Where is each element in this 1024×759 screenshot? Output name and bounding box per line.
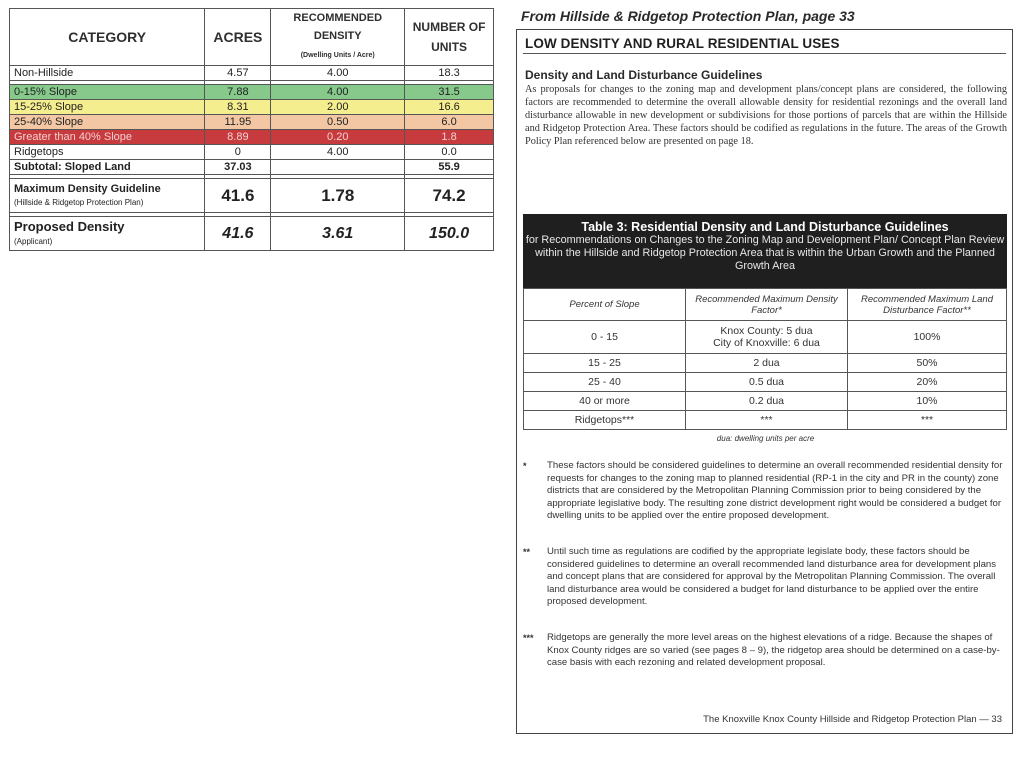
table-row (524, 321, 1007, 354)
title-divider (523, 53, 1006, 54)
row-density-county: Knox County: 5 dua (720, 325, 813, 337)
subtotal-row (10, 160, 494, 175)
page-footer: The Knoxville Knox County Hillside and Ridgetop Protection Plan — 33 (703, 714, 1002, 725)
row-density: 2.00 (271, 100, 405, 115)
max-density-label-cell (10, 179, 205, 213)
row-units: 1.8 (405, 130, 494, 145)
header-density-label: RECOMMENDED DENSITY (293, 12, 383, 42)
row-density: 0.50 (271, 115, 405, 130)
footnote-3 (523, 632, 1003, 670)
plan-page-excerpt (516, 29, 1013, 734)
row-density: 4.00 (271, 66, 405, 81)
row-units: 6.0 (405, 115, 494, 130)
table3-col-disturbance: Recommended Maximum Land Disturbance Factor** (848, 289, 1007, 321)
row-disturbance: 20% (848, 373, 1007, 392)
header-acres: ACRES (205, 9, 271, 66)
max-density-acres: 41.6 (205, 179, 271, 213)
row-acres: 4.57 (205, 66, 271, 81)
table-row (524, 373, 1007, 392)
row-density: 0.2 dua (686, 392, 848, 411)
subtotal-acres: 37.03 (205, 160, 271, 175)
table-row (524, 354, 1007, 373)
footnote-mark: *** (523, 633, 534, 643)
subtotal-units: 55.9 (405, 160, 494, 175)
max-density-row (10, 179, 494, 213)
row-acres: 0 (205, 145, 271, 160)
row-units: 18.3 (405, 66, 494, 81)
row-density: *** (686, 411, 848, 430)
table3-note: dua: dwelling units per acre (716, 434, 815, 443)
row-density: 0.5 dua (686, 373, 848, 392)
table-row (524, 411, 1007, 430)
proposed-label: Proposed Density (14, 218, 125, 234)
footnote-mark: ** (523, 547, 531, 557)
table3-header-band (523, 214, 1007, 288)
row-disturbance: *** (848, 411, 1007, 430)
table-row (524, 392, 1007, 411)
row-density: 4.00 (271, 145, 405, 160)
row-acres: 11.95 (205, 115, 271, 130)
header-category: CATEGORY (10, 9, 205, 66)
subtotal-label: Subtotal: Sloped Land (10, 160, 205, 175)
row-density-city: City of Knoxville: 6 dua (713, 337, 820, 349)
row-acres: 8.31 (205, 100, 271, 115)
row-disturbance: 50% (848, 354, 1007, 373)
proposed-units: 150.0 (405, 217, 494, 251)
table3-guidelines (523, 288, 1007, 430)
header-density-sub: (Dwelling Units / Acre) (300, 52, 375, 59)
row-units: 0.0 (405, 145, 494, 160)
proposed-label-cell (10, 217, 205, 251)
footnote-text: Ridgetops are generally the more level areas on the highest elevations of a ridge. Because the shapes of Knox County ridges are so varied (see pages 8 – 9), the ridgetop area should be determined on a case-by-case basis with each rezoning and related development proposal. (547, 632, 1000, 669)
table-header-row (10, 9, 494, 66)
subtotal-density (271, 160, 405, 175)
footnote-1 (523, 460, 1003, 523)
source-caption: From Hillside & Ridgetop Protection Plan, page 33 (521, 8, 855, 24)
row-disturbance: 10% (848, 392, 1007, 411)
row-disturbance: 100% (848, 321, 1007, 354)
table-row (10, 85, 494, 100)
footnote-mark: * (523, 461, 527, 471)
row-units: 16.6 (405, 100, 494, 115)
footnote-text: Until such time as regulations are codified by the appropriate legislate body, these factors should be considered guidelines to determine an overall recommended land disturbance area for development plans and concept plans that are considered for approval by the Metropolitan Planning Commission. The overall land disturbance area would be considered a budget for land disturbance to be applied over the entire proposed development. (547, 546, 997, 608)
proposed-density: 3.61 (271, 217, 405, 251)
row-label: 25-40% Slope (10, 115, 205, 130)
section-subheading: Density and Land Disturbance Guidelines (525, 68, 763, 82)
max-density-density: 1.78 (271, 179, 405, 213)
row-label: Greater than 40% Slope (10, 130, 205, 145)
row-label: Ridgetops (10, 145, 205, 160)
row-density: 0.20 (271, 130, 405, 145)
table3-col-slope: Percent of Slope (524, 289, 686, 321)
row-units: 31.5 (405, 85, 494, 100)
row-label: 15-25% Slope (10, 100, 205, 115)
table-row (10, 115, 494, 130)
row-acres: 7.88 (205, 85, 271, 100)
row-label: 0-15% Slope (10, 85, 205, 100)
proposed-acres: 41.6 (205, 217, 271, 251)
intro-paragraph: As proposals for changes to the zoning map and development plans/concept plans are considered, the following factors are recommended to determine the overall allowable density for residential rezonings and the overall land disturbance allowable in new development or subdivisions for those portions of parcels that are within the Hillside and Ridgetop Protection Area. These factors should be codified as regulations in the future. The areas of the Growth Policy Plan referenced below are presented on page 18. (525, 84, 1007, 148)
max-density-sub: (Hillside & Ridgetop Protection Plan) (14, 197, 144, 207)
table-row (10, 145, 494, 160)
header-density (271, 9, 405, 66)
density-calculation-table (9, 8, 494, 251)
row-slope: Ridgetops*** (524, 411, 686, 430)
row-density-cell (686, 321, 848, 354)
table-row (10, 66, 494, 81)
table-row (10, 130, 494, 145)
table3-col-density: Recommended Maximum Density Factor* (686, 289, 848, 321)
row-slope: 40 or more (524, 392, 686, 411)
section-title: LOW DENSITY AND RURAL RESIDENTIAL USES (525, 36, 840, 51)
proposed-sub: (Applicant) (14, 236, 53, 246)
table3-header-row (524, 289, 1007, 321)
row-density: 2 dua (686, 354, 848, 373)
row-label: Non-Hillside (10, 66, 205, 81)
table3-title: Table 3: Residential Density and Land Disturbance Guidelines (581, 220, 949, 234)
footnote-text: These factors should be considered guidelines to determine an overall recommended residential density for requests for changes to the zoning map to planned residential (RP-1 in the city and PR in the county) zone districts that are considered by the Metropolitan Planning Commission prior to being considered by the appropriate legislative body. The resulting zone district development right would be considered a budget for dwelling units to be applied over the entire proposed development. (547, 460, 1003, 522)
footnote-2 (523, 546, 1003, 609)
row-slope: 25 - 40 (524, 373, 686, 392)
max-density-units: 74.2 (405, 179, 494, 213)
max-density-label: Maximum Density Guideline (14, 182, 161, 195)
table3-subtitle: for Recommendations on Changes to the Zoning Map and Development Plan/ Concept Plan Review within the Hillside and Ridgetop Protection Area that is within the Urban Growth and the Planned Growth Area (525, 234, 1005, 272)
row-slope: 15 - 25 (524, 354, 686, 373)
table-row (10, 100, 494, 115)
proposed-density-row (10, 217, 494, 251)
row-slope: 0 - 15 (524, 321, 686, 354)
row-density: 4.00 (271, 85, 405, 100)
header-units: NUMBER OF UNITS (405, 9, 494, 66)
row-acres: 8.89 (205, 130, 271, 145)
